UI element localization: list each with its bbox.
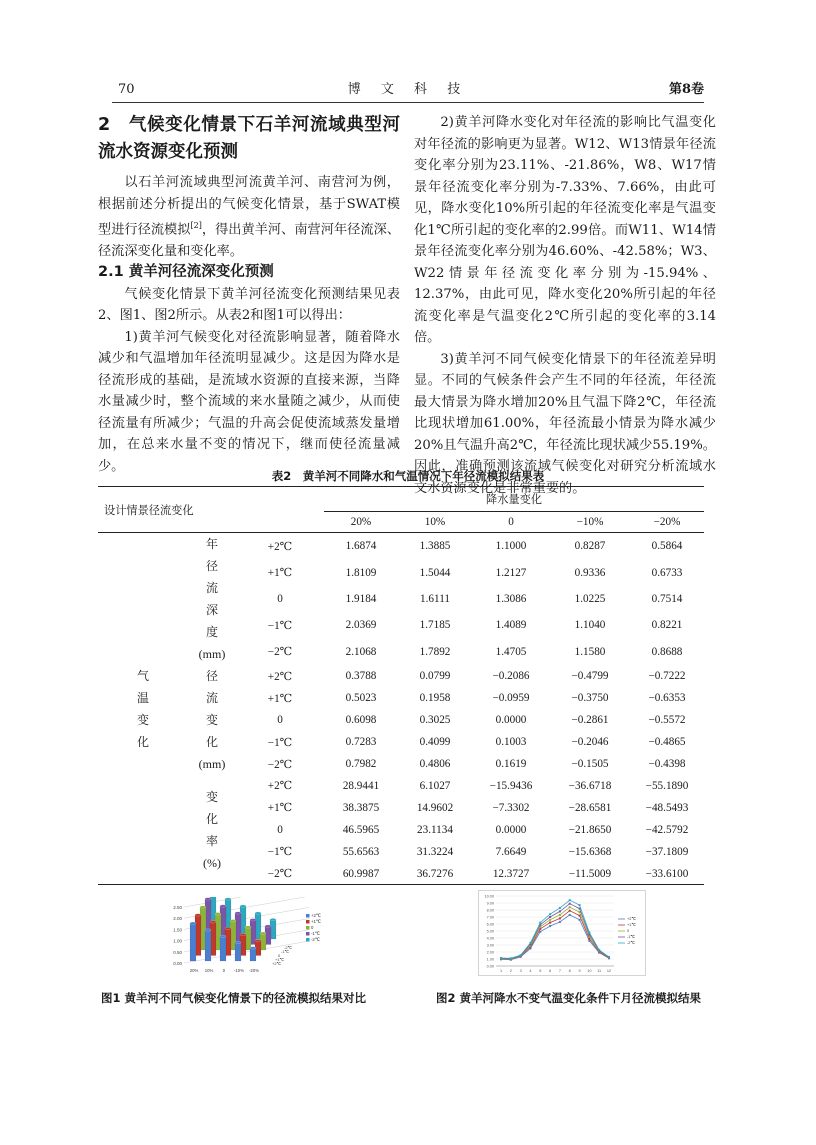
- value-cell: 0.8221: [651, 619, 683, 632]
- paragraph: 2)黄羊河降水变化对年径流的影响比气温变化对年径流的影响更为显著。W12、W13情景年径流变化率分别为23.11%、-21.86%，W8、W17情景年径流变化率分别为-7.33%、7.66%，由此可见，降水变化10%所引起的年径流变化率是气温变化1℃所引起的变化率的2.99倍。而W11、W14情景年径流变化率分别为46.60%、-42.58%；W3、W22情景年径流变化率分别为-15.94%、12.37%，由此可见，降水变化20%所引起的年径流变化率是气温变化2℃所引起的变化率的3.14倍。: [414, 115, 716, 345]
- running-header: [112, 80, 704, 103]
- value-cell: −36.6718: [568, 779, 612, 792]
- depth-axis-label: +2℃: [272, 961, 282, 966]
- legend-label: 0: [311, 925, 314, 930]
- bar-top: [220, 935, 226, 937]
- data-point: [608, 956, 610, 958]
- y-tick-label: 10.00: [484, 894, 494, 899]
- bar-top: [215, 913, 221, 915]
- value-cell: 1.4089: [495, 619, 527, 632]
- data-point: [539, 922, 541, 924]
- value-cell: −11.5009: [568, 867, 612, 880]
- data-point: [549, 925, 551, 927]
- x-tick-label: 11: [597, 969, 602, 973]
- x-tick-label: 6: [549, 969, 552, 973]
- x-tick-label: 4: [529, 969, 532, 973]
- value-cell: 0.0000: [495, 714, 527, 726]
- y-tick-label: 1.00: [486, 957, 494, 962]
- value-cell: −0.4865: [648, 736, 686, 748]
- y-tick-label: 9.00: [486, 901, 494, 906]
- y-tick-label: 0.00: [486, 964, 494, 969]
- value-cell: 0.8688: [651, 645, 683, 658]
- value-cell: −15.9436: [489, 779, 533, 792]
- x-tick-label: 10: [587, 969, 592, 973]
- temp-cell: −2℃: [267, 758, 293, 771]
- legend-label: -1℃: [627, 935, 635, 939]
- legend-swatch: [306, 926, 310, 930]
- bar-top: [255, 939, 261, 941]
- value-cell: 6.1027: [419, 779, 451, 792]
- depth-axis-label: 0: [278, 953, 281, 958]
- bar-top: [205, 929, 211, 931]
- y-tick-label: 5.00: [486, 929, 494, 934]
- group-label: 年 径 流 深 度 (mm): [198, 537, 226, 661]
- y-tick-label: 2.50: [173, 905, 182, 910]
- figure-2: [478, 890, 646, 980]
- bar-top: [200, 906, 206, 908]
- temp-cell: +1℃: [267, 802, 293, 815]
- value-cell: 1.5044: [419, 566, 451, 579]
- section-title: 2 气候变化情景下石羊河流域典型河流水资源变化预测: [98, 115, 400, 162]
- y-tick-label: 4.00: [486, 936, 494, 941]
- x-tick-label: -10%: [233, 968, 245, 973]
- value-cell: 0.4806: [419, 758, 451, 770]
- bar: [250, 948, 256, 961]
- value-cell: 46.5965: [342, 823, 380, 836]
- value-cell: −0.2861: [571, 714, 609, 726]
- value-cell: 0.4099: [419, 736, 451, 748]
- x-tick-label: 10%: [204, 968, 214, 973]
- precip-col-header: −10%: [550, 512, 630, 533]
- value-cell: 0.3025: [419, 714, 451, 726]
- temp-cell: −2℃: [267, 868, 293, 880]
- temp-cell: −1℃: [267, 619, 293, 632]
- bar: [220, 936, 226, 961]
- data-point: [559, 917, 561, 919]
- value-cell: 31.3224: [416, 845, 454, 858]
- bar-top: [210, 921, 216, 923]
- x-tick-label: 9: [578, 969, 581, 973]
- precip-header: 降水量变化: [324, 487, 704, 512]
- legend-label: -2℃: [311, 937, 320, 942]
- temperature-change-label: 气 温 变 化: [136, 668, 149, 749]
- bar-top: [240, 933, 246, 935]
- value-cell: −0.0959: [492, 692, 530, 704]
- data-point: [588, 931, 590, 933]
- value-cell: −0.4398: [648, 758, 686, 770]
- data-point: [559, 921, 561, 923]
- series-line: [501, 907, 609, 959]
- chart-frame: [479, 891, 646, 976]
- temp-cell: +2℃: [267, 670, 293, 683]
- depth-axis-label: -2℃: [284, 945, 293, 950]
- figure-1-caption: 图1 黄羊河不同气候变化情景下的径流模拟结果对比: [101, 991, 367, 1005]
- data-point: [520, 954, 522, 956]
- x-tick-label: 3: [519, 969, 522, 973]
- value-cell: 1.3086: [495, 593, 527, 606]
- x-tick-label: 0: [222, 968, 226, 973]
- data-point: [549, 913, 551, 915]
- legend-label: +2℃: [627, 917, 636, 921]
- table-row: [98, 775, 704, 797]
- data-point: [529, 942, 531, 944]
- volume-label: 第8卷: [668, 82, 704, 97]
- value-cell: −0.2086: [492, 670, 530, 682]
- x-tick-label: 1: [499, 969, 503, 973]
- legend-label: -1℃: [311, 931, 320, 936]
- value-cell: 1.3885: [419, 540, 451, 553]
- value-cell: −42.5792: [645, 823, 689, 836]
- bar-top: [220, 905, 226, 907]
- data-point: [549, 922, 551, 924]
- value-cell: 0.5864: [651, 540, 683, 553]
- data-point: [549, 916, 551, 918]
- value-cell: 55.6563: [342, 845, 380, 858]
- bar-top: [195, 914, 201, 916]
- data-point: [579, 904, 581, 906]
- value-cell: 1.4705: [495, 645, 527, 658]
- value-cell: 0.0799: [419, 670, 451, 682]
- y-tick-label: 6.00: [486, 922, 494, 927]
- value-cell: 1.1040: [574, 619, 606, 632]
- legend-label: -2℃: [627, 941, 635, 945]
- value-cell: 28.9441: [342, 779, 380, 792]
- left-column: [98, 112, 400, 477]
- bar-top: [225, 927, 231, 929]
- x-tick-label: 12: [606, 969, 612, 973]
- bar: [235, 942, 241, 961]
- x-tick-label: 20%: [189, 968, 199, 973]
- y-tick-label: 0.00: [173, 961, 182, 966]
- legend-swatch: [306, 914, 310, 918]
- value-cell: −48.5493: [645, 801, 689, 814]
- y-tick-label: 8.00: [486, 908, 494, 913]
- data-point: [569, 899, 571, 901]
- table-row: [98, 533, 704, 560]
- value-cell: 1.0225: [574, 593, 606, 606]
- paragraph: 1)黄羊河气候变化对径流影响显著，随着降水减少和气温增加年径流明显减少。这是因为降水是径流形成的基础，是流域水资源的直接来源，当降水量减少时，整个流域的来水量随之减少，从而使径流量有所减少；气温的升高会促使流域蒸发量增加，在总来水量不变的情况下，继而使径流量减少。: [98, 329, 400, 474]
- y-tick-label: 1.50: [173, 927, 182, 933]
- bar-top: [260, 932, 266, 934]
- value-cell: 1.1000: [495, 540, 527, 553]
- table-row: [98, 665, 704, 687]
- line-chart: [478, 890, 646, 976]
- corner-label: 设计情景径流变化: [98, 487, 324, 533]
- y-tick-label: 2.00: [486, 950, 494, 955]
- depth-axis-label: +1℃: [275, 957, 285, 962]
- value-cell: 0.6098: [345, 714, 377, 726]
- y-tick-label: 7.00: [486, 915, 494, 920]
- data-table: [98, 486, 704, 885]
- group-label: 变 化 率 (%): [203, 789, 221, 870]
- value-cell: 2.0369: [345, 619, 377, 632]
- data-point: [559, 914, 561, 916]
- value-cell: 0.3788: [345, 670, 377, 682]
- legend-swatch: [306, 938, 310, 942]
- bar: [190, 923, 196, 961]
- data-point: [569, 914, 571, 916]
- y-tick-label: 3.00: [486, 943, 494, 948]
- bar-top: [265, 925, 271, 927]
- bar-top: [245, 926, 251, 928]
- series-line: [501, 915, 609, 960]
- data-point: [510, 957, 512, 959]
- value-cell: 0.1958: [419, 692, 451, 704]
- value-cell: 23.1134: [417, 823, 453, 836]
- value-cell: 1.2127: [495, 566, 527, 579]
- data-point: [500, 957, 502, 959]
- value-cell: 2.1068: [345, 645, 377, 658]
- x-tick-label: 7: [558, 969, 561, 973]
- x-tick-label: 2: [509, 969, 512, 973]
- value-cell: 0.1619: [495, 758, 527, 770]
- temp-cell: +1℃: [267, 567, 293, 580]
- x-tick-label: 5: [539, 969, 542, 973]
- grid-line: [184, 897, 309, 907]
- page-number: 70: [118, 82, 135, 97]
- precip-col-header: 10%: [398, 512, 472, 533]
- value-cell: −0.4799: [571, 670, 609, 682]
- bar-chart-3d: [160, 897, 340, 979]
- value-cell: 0.8287: [574, 540, 606, 553]
- paragraph: 3)黄羊河不同气候变化情景下的年径流差异明显。不同的气候条件会产生不同的年径流，年径流最大情景为降水增加20%且气温下降2℃，年径流比现状增加61.00%，年径流最小情景为降水减少20%且气温升高2℃，年径流比现状减少55.19%。因此，准确预测该流域气候变化对研究分析流域水文水资源变化是非常重要的。: [414, 351, 716, 496]
- x-tick-label: 8: [568, 969, 571, 973]
- value-cell: 1.9184: [345, 593, 377, 606]
- x-tick-label: -20%: [248, 968, 260, 973]
- temp-cell: 0: [277, 593, 283, 606]
- value-cell: 38.3875: [342, 801, 380, 814]
- data-point: [559, 910, 561, 912]
- temp-cell: −2℃: [267, 646, 293, 659]
- temp-cell: +1℃: [267, 692, 293, 705]
- bar-top: [240, 905, 246, 907]
- bar: [205, 930, 211, 961]
- precip-col-header: 20%: [324, 512, 398, 533]
- temp-cell: 0: [277, 714, 283, 726]
- value-cell: −55.1890: [645, 779, 689, 792]
- legend-label: +1℃: [627, 923, 636, 927]
- data-point: [598, 949, 600, 951]
- temp-cell: +2℃: [267, 540, 293, 553]
- figure-1: [160, 897, 340, 983]
- value-cell: 1.6111: [420, 593, 450, 606]
- journal-name: 博 文 科 技: [347, 82, 469, 97]
- value-cell: 1.7892: [419, 645, 451, 658]
- y-tick-label: 1.00: [173, 938, 182, 944]
- bar-top: [235, 912, 241, 914]
- temp-cell: +2℃: [267, 780, 293, 793]
- table-caption: 表2 黄羊河不同降水和气温情况下年径流模拟结果表: [271, 469, 545, 483]
- data-point: [569, 910, 571, 912]
- bar-top: [205, 898, 211, 900]
- paragraph: 气候变化情景下黄羊河径流变化预测结果见表2、图1、图2所示。从表2和图1可以得出：: [98, 286, 400, 324]
- value-cell: −0.3750: [571, 692, 609, 704]
- value-cell: 14.9602: [416, 801, 454, 814]
- value-cell: −0.1505: [571, 758, 609, 770]
- value-cell: −28.6581: [568, 801, 612, 814]
- value-cell: −7.3302: [492, 801, 530, 814]
- value-cell: 1.6874: [345, 540, 377, 553]
- value-cell: 36.7276: [416, 867, 454, 880]
- y-tick-label: 0.50: [173, 949, 182, 955]
- value-cell: 0.7514: [651, 593, 683, 606]
- bar-top: [250, 947, 256, 949]
- depth-axis-label: -1℃: [281, 949, 290, 954]
- bar-top: [255, 912, 261, 914]
- y-tick-label: 2.00: [173, 916, 182, 922]
- legend-swatch: [306, 920, 310, 924]
- value-cell: −0.7222: [648, 670, 686, 682]
- value-cell: −0.6353: [648, 692, 686, 704]
- bar-top: [235, 941, 241, 943]
- legend-label: +1℃: [311, 919, 321, 924]
- value-cell: −21.8650: [568, 823, 612, 836]
- series-line: [501, 900, 609, 958]
- value-cell: 0.7283: [345, 736, 377, 748]
- value-cell: −33.6100: [645, 867, 689, 880]
- precip-col-header: 0: [472, 512, 550, 533]
- data-point: [569, 906, 571, 908]
- value-cell: −15.6368: [568, 845, 612, 858]
- group-label: 径 流 变 化 (mm): [198, 669, 226, 771]
- value-cell: 0.1003: [495, 736, 527, 748]
- temp-cell: −1℃: [267, 736, 293, 749]
- data-point: [569, 903, 571, 905]
- value-cell: 1.1580: [574, 645, 606, 658]
- value-cell: 1.8109: [345, 566, 377, 579]
- bar-top: [250, 919, 256, 921]
- citation-ref: [2]: [190, 221, 202, 230]
- data-point: [579, 919, 581, 921]
- temp-cell: −1℃: [267, 846, 293, 859]
- legend-label: 0: [627, 929, 630, 933]
- subsection-title: 2.1 黄羊河径流深变化预测: [98, 264, 274, 281]
- intro-paragraph: 以石羊河流域典型河流黄羊河、南营河为例，根据前述分析提出的气候变化情景，基于SWAT模型进行径流模拟[2]，得出黄羊河、南营河年径流深、径流深变化量和变化率。: [98, 175, 401, 259]
- value-cell: 1.7185: [419, 619, 451, 632]
- value-cell: −37.1809: [645, 845, 689, 858]
- data-point: [549, 919, 551, 921]
- legend-label: +2℃: [311, 913, 321, 918]
- value-cell: 60.9987: [342, 867, 380, 880]
- value-cell: 0.6733: [651, 566, 683, 579]
- precip-col-header: −20%: [630, 512, 704, 533]
- value-cell: 0.7982: [345, 758, 377, 770]
- legend-swatch: [306, 932, 310, 936]
- bar-top: [230, 919, 236, 921]
- value-cell: −0.5572: [648, 714, 686, 726]
- data-point: [559, 907, 561, 909]
- value-cell: 0.9336: [574, 566, 606, 579]
- bar-top: [270, 918, 276, 920]
- bar-top: [190, 922, 196, 924]
- value-cell: −0.2046: [571, 736, 609, 748]
- bar-top: [225, 898, 231, 900]
- figure-2-caption: 图2 黄羊河降水不变气温变化条件下月径流模拟结果: [436, 991, 702, 1005]
- value-cell: 12.3727: [492, 867, 530, 880]
- value-cell: 0.5023: [345, 692, 377, 704]
- value-cell: 7.6649: [495, 845, 527, 858]
- right-column: [414, 112, 716, 499]
- temp-cell: 0: [277, 823, 283, 836]
- value-cell: 0.0000: [495, 823, 527, 836]
